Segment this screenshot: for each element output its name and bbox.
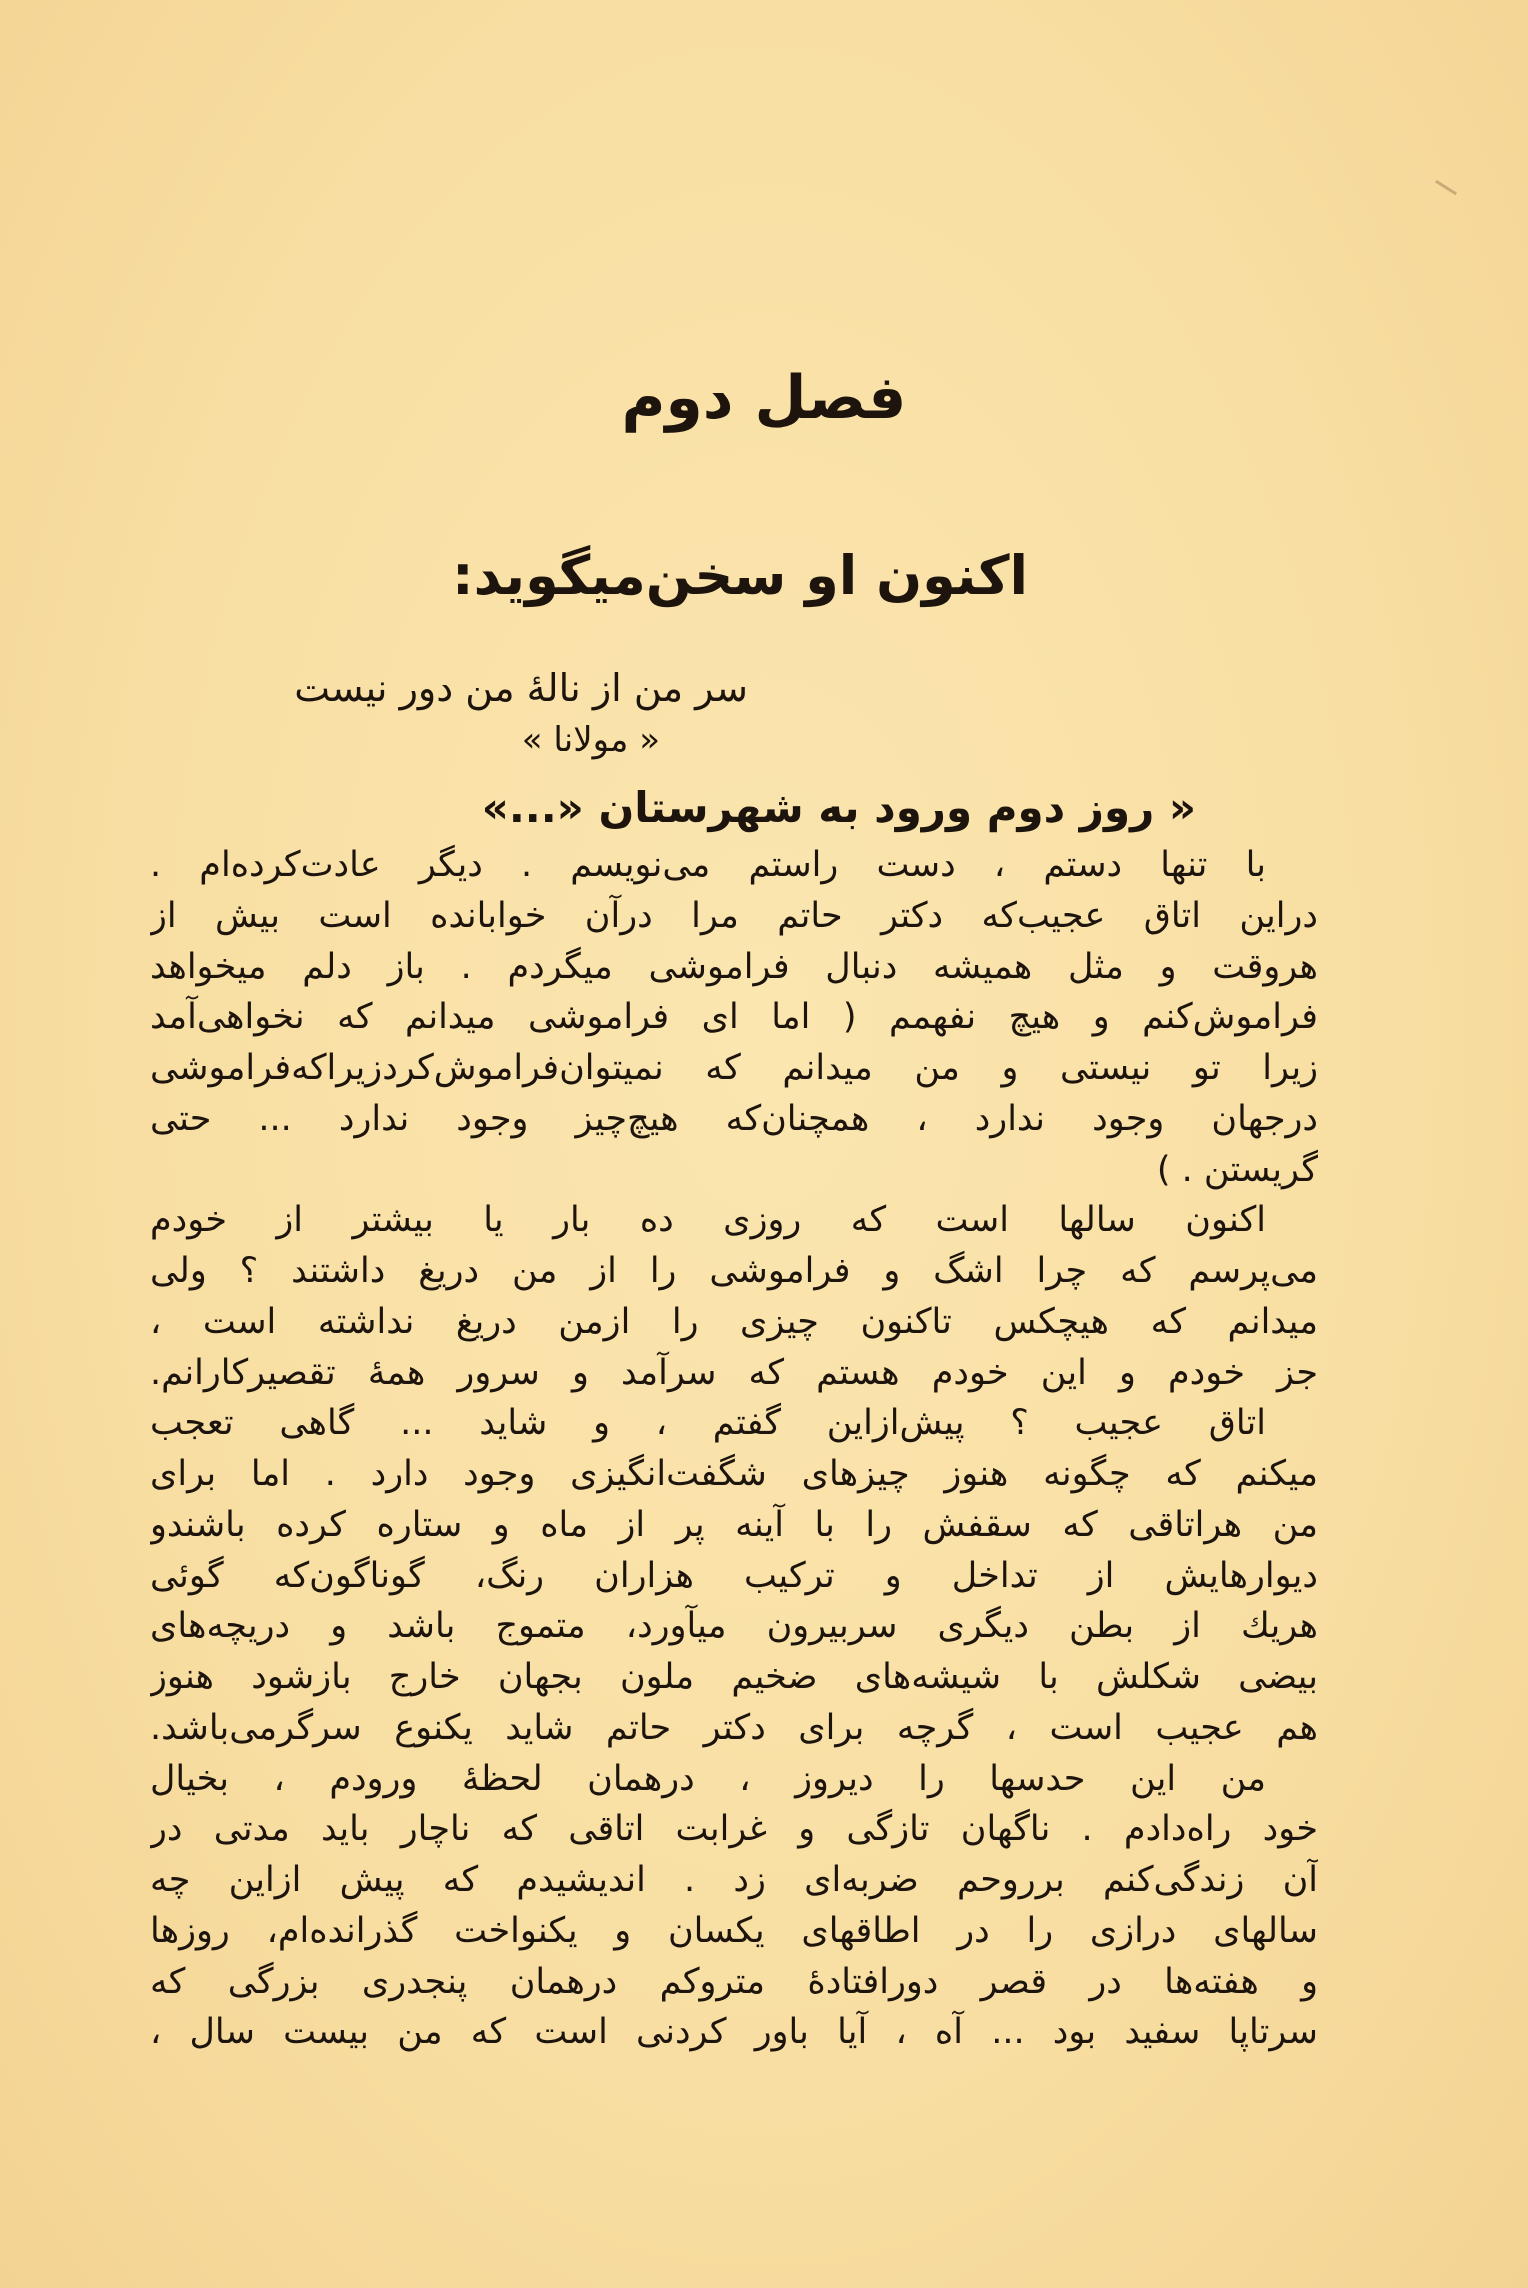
text-line: دراین اتاق عجیب‌که دکتر حاتم مرا درآن خوابانده است بیش از (150, 895, 1318, 936)
text-line: درجهان وجود ندارد ، همچنان‌که هیچ‌چیز وجود ندارد ... حتی (150, 1098, 1318, 1139)
text-line: میدانم که هیچکس تاکنون چیزی را ازمن دریغ نداشته است ، (150, 1301, 1318, 1342)
epigraph-author: « مولانا » (521, 720, 660, 760)
text-line: جز خودم و این خودم هستم که سرآمد و سرور همهٔ تقصیرکارانم. (150, 1352, 1318, 1393)
text-line: میکنم که چگونه هنوز چیزهای شگفت‌انگیزی وجود دارد . اما برای (150, 1454, 1318, 1494)
text-line: با تنها دستم ، دست راستم می‌نویسم . دیگر عادت‌کرده‌ام . (150, 845, 1266, 885)
text-line: گریستن . ) (1156, 1149, 1318, 1190)
diary-entry-heading: « روز دوم ورود به شهرستان «...» (481, 783, 1196, 832)
text-line: سالهای درازی را در اطاقهای یکسان و یکنواخت گذرانده‌ام، روزها (150, 1910, 1318, 1951)
text-line: اکنون سالها است که روزی ده بار یا بیشتر از خودم (150, 1200, 1266, 1241)
text-line: می‌پرسم که چرا اشگ و فراموشی را از من دریغ داشتند ؟ ولی (150, 1251, 1318, 1291)
text-line: آن زندگی‌کنم برروحم ضربه‌ای زد . اندیشیدم که پیش ازاین چه (150, 1860, 1318, 1900)
text-line: دیوارهایش از تداخل و ترکیب هزاران رنگ، گوناگون‌که گوئی (150, 1555, 1318, 1596)
text-line: هم عجیب است ، گرچه برای دکتر حاتم شاید یکنوع سرگرمی‌باشد. (150, 1707, 1318, 1748)
text-line: و هفته‌ها در قصر دورافتادهٔ متروکم درهمان پنجدری بزرگی که (150, 1961, 1318, 2002)
text-line: هریك از بطن دیگری سربیرون میآورد، متموج باشد و دریچه‌های (150, 1606, 1318, 1647)
text-line: بیضی شکلش با شیشه‌های ضخیم ملون بجهان خارج بازشود هنوز (150, 1657, 1318, 1697)
page-blemish (1435, 180, 1457, 195)
text-line: فراموش‌کنم و هیچ نفهمم ( اما ای فراموشی میدانم که نخواهی‌آمد (150, 997, 1318, 1038)
chapter-title: فصل دوم (621, 363, 907, 433)
text-line: خود راه‌دادم . ناگهان تازگی و غرابت اتاقی که ناچار باید مدتی در (150, 1809, 1318, 1850)
text-line: زیرا تو نیستی و من میدانم که نمیتوان‌فراموش‌کردزیراکه‌فراموشی (150, 1048, 1318, 1088)
text-line: اتاق عجیب ؟ پیش‌ازاین گفتم ، و شاید ... گاهی تعجب (150, 1403, 1266, 1444)
text-line: من هراتاقی که سقفش را با آینه پر از ماه و ستاره کرده باشندو (150, 1504, 1318, 1545)
section-title: اکنون او سخن‌میگوید: (452, 544, 1028, 607)
body-text (150, 840, 1318, 2058)
text-line: سرتاپا سفید بود ... آه ، آیا باور کردنی است که من بیست سال ، (150, 2012, 1318, 2053)
text-line: من این حدسها را دیروز ، درهمان لحظهٔ ورودم ، بخیال (150, 1758, 1266, 1799)
epigraph-verse: سر من از نالهٔ من دور نیست (294, 666, 748, 710)
text-line: هروقت و مثل همیشه دنبال فراموشی میگردم . باز دلم میخواهد (150, 946, 1318, 987)
